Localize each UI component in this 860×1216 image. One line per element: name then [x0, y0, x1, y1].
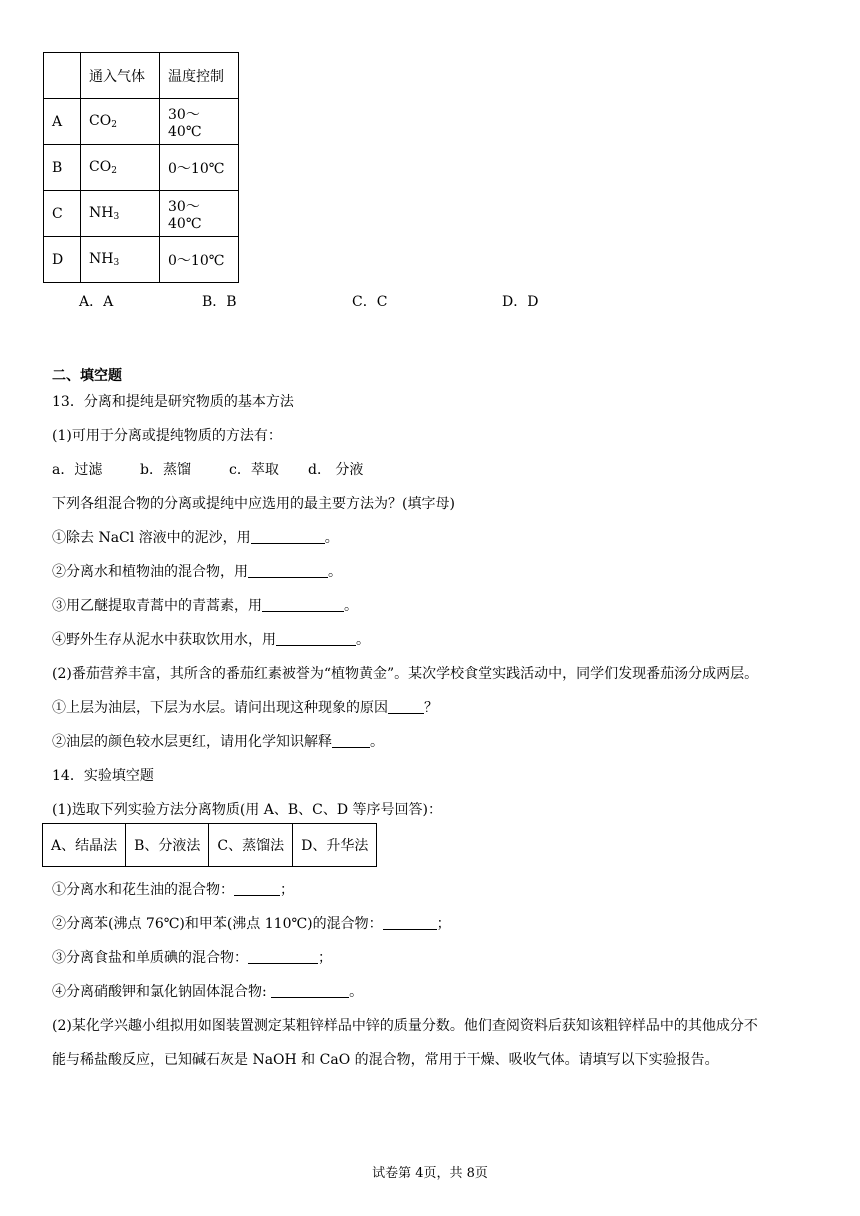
q13-item-4: ④野外生存从泥水中获取饮用水，用 。 [52, 632, 370, 648]
method-cell: D、升华法 [293, 824, 377, 867]
method-a: a．过滤 [52, 462, 103, 478]
table-row [44, 191, 239, 237]
temp-cell: 0～10℃ [160, 237, 239, 283]
q13-part2-item-1: ①上层为油层，下层为水层。请问出现这种现象的原因 ？ [52, 700, 438, 716]
page-footer: 试卷第 4页，共 8页 [372, 1166, 488, 1181]
q14-item-4: ④分离硝酸钾和氯化钠固体混合物: 。 [52, 984, 364, 1000]
row-label: A [44, 99, 81, 145]
method-cell: B、分液法 [126, 824, 209, 867]
table-header-cell [44, 53, 81, 99]
table-header-cell: 通入气体 [81, 53, 160, 99]
answer-blank[interactable] [388, 699, 424, 714]
question-13-title: 13．分离和提纯是研究物质的基本方法 [52, 394, 294, 410]
answer-blank[interactable] [383, 915, 437, 930]
method-b: b．蒸馏 [140, 462, 191, 478]
q13-part2: (2)番茄营养丰富，其所含的番茄红素被誉为“植物黄金”。某次学校食堂实践活动中，同学们发现番茄汤分成两层。 [52, 666, 759, 682]
q14-part2-line1: (2)某化学兴趣小组拟用如图装置测定某粗锌样品中锌的质量分数。他们查阅资料后获知该粗锌样品中的其他成分不 [52, 1018, 758, 1034]
temp-cell: 30～40℃ [160, 99, 239, 145]
method-c: c．萃取 [229, 462, 279, 478]
option-b[interactable]: B．B [202, 294, 237, 310]
option-c[interactable]: C．C [352, 294, 388, 310]
q13-item-2: ②分离水和植物油的混合物，用 。 [52, 564, 342, 580]
answer-blank[interactable] [271, 983, 349, 998]
section-heading: 二、填空题 [52, 368, 122, 384]
gas-cell: $CO_2$ [81, 99, 160, 145]
q14-item-2: ②分离苯(沸点 76℃)和甲苯(沸点 110℃)的混合物： ； [52, 916, 451, 932]
temp-cell: 0～10℃ [160, 145, 239, 191]
table-row [43, 824, 377, 867]
q14-methods-table [42, 823, 377, 867]
gas-cell: $NH_3$ [81, 237, 160, 283]
answer-blank[interactable] [234, 881, 280, 896]
q14-part1: (1)选取下列实验方法分离物质(用 A、B、C、D 等序号回答)： [52, 802, 442, 818]
q12-answer-options [0, 291, 860, 311]
method-cell: A、结晶法 [43, 824, 126, 867]
q14-part2-line2: 能与稀盐酸反应，已知碱石灰是 NaOH 和 CaO 的混合物，常用于干燥、吸收气体。请填写以下实验报告。 [52, 1052, 719, 1068]
table-row [44, 145, 239, 191]
q12-options-table [43, 52, 239, 283]
row-label: C [44, 191, 81, 237]
q13-part1: (1)可用于分离或提纯物质的方法有： [52, 428, 282, 444]
answer-blank[interactable] [332, 733, 370, 748]
table-header-row [44, 53, 239, 99]
q13-item-3: ③用乙醚提取青蒿中的青蒿素，用 。 [52, 598, 358, 614]
answer-blank[interactable] [251, 529, 325, 544]
q14-item-3: ③分离食盐和单质碘的混合物： ； [52, 950, 332, 966]
table-row [44, 237, 239, 283]
method-d: d． 分液 [308, 462, 364, 478]
table-row [44, 99, 239, 145]
answer-blank[interactable] [262, 597, 344, 612]
gas-cell: $CO_2$ [81, 145, 160, 191]
q13-part2-item-2: ②油层的颜色较水层更红，请用化学知识解释 。 [52, 734, 384, 750]
q14-item-1: ①分离水和花生油的混合物： ； [52, 882, 294, 898]
row-label: D [44, 237, 81, 283]
table-header-cell: 温度控制 [160, 53, 239, 99]
q13-methods [0, 459, 860, 479]
temp-cell: 30～40℃ [160, 191, 239, 237]
question-14-title: 14．实验填空题 [52, 768, 154, 784]
option-a[interactable]: A．A [79, 294, 114, 310]
gas-cell: $NH_3$ [81, 191, 160, 237]
method-cell: C、蒸馏法 [209, 824, 293, 867]
row-label: B [44, 145, 81, 191]
q13-instruction: 下列各组混合物的分离或提纯中应选用的最主要方法为？(填字母) [52, 496, 455, 512]
answer-blank[interactable] [276, 631, 356, 646]
q13-item-1: ①除去 NaCl 溶液中的泥沙，用 。 [52, 530, 339, 546]
option-d[interactable]: D．D [502, 294, 539, 310]
answer-blank[interactable] [248, 563, 328, 578]
answer-blank[interactable] [248, 949, 318, 964]
